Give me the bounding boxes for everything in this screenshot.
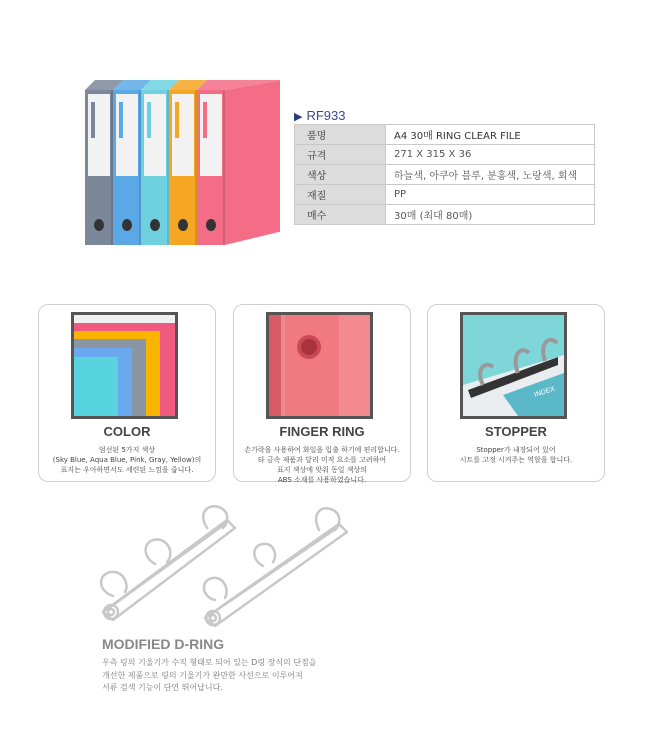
- spec-value: 30매 (최대 80매): [386, 205, 595, 225]
- model-marker-icon: ▶: [294, 111, 303, 123]
- feature-description: 엄선된 5가지 색상 (Sky Blue, Aqua Blue, Pink, Gray, Yellow)의 표지는 우아하면서도 세련된 느낌을 줍니다.: [52, 446, 202, 474]
- feature-title: FINGER RING: [279, 424, 365, 439]
- spec-label: 재질: [295, 185, 386, 205]
- table-row: [295, 165, 595, 185]
- feature-title: COLOR: [103, 424, 151, 439]
- table-row: [295, 185, 595, 205]
- feature-card-color: [38, 304, 216, 482]
- spec-label: 규격: [295, 145, 386, 165]
- spec-value: 271 X 315 X 36: [386, 145, 595, 165]
- spec-value: PP: [386, 185, 595, 205]
- d-ring-drawing: [95, 500, 355, 630]
- stopper-image: [460, 312, 567, 419]
- spec-label: 매수: [295, 205, 386, 225]
- index-tab-label: INDEX: [533, 385, 556, 399]
- color-swatches-image: [71, 312, 178, 419]
- spec-label: 품명: [295, 125, 386, 145]
- spec-label: 색상: [295, 165, 386, 185]
- table-row: [295, 205, 595, 225]
- feature-description: Stopper가 내장되어 있어 시트를 고정 시켜주는 역할을 합니다.: [459, 446, 573, 464]
- model-code: RF933: [306, 108, 346, 123]
- spec-value: 하늘색, 아쿠아 블루, 분홍색, 노랑색, 회색: [386, 165, 595, 185]
- feature-card-finger-ring: [233, 304, 411, 482]
- spec-value: A4 30매 RING CLEAR FILE: [386, 125, 595, 145]
- product-binders-image: [80, 72, 280, 257]
- d-ring-title: MODIFIED D-RING: [102, 636, 225, 652]
- feature-card-stopper: [427, 304, 605, 482]
- feature-description: 손가락을 사용하여 화일을 입출 하기에 편리합니다. 타 금속 제품과 달리 미적 요소를 고려하여 표지 색상에 맞춰 동일 색상의 ABS 소재를 사용하였습니다.: [244, 446, 400, 484]
- model-name: [294, 108, 346, 123]
- finger-ring-image: [266, 312, 373, 419]
- table-row: [295, 145, 595, 165]
- feature-title: STOPPER: [485, 424, 547, 439]
- d-ring-description: 우측 링의 기울기가 수직 형태로 되어 있는 D링 장식의 단점을 개선한 제품으로 링의 기울기가 완만한 사선으로 이루어져 서류 검색 기능이 단연 뛰어납니다.: [102, 658, 317, 692]
- table-row: [295, 125, 595, 145]
- spec-table: [294, 124, 595, 225]
- binder: [197, 80, 280, 245]
